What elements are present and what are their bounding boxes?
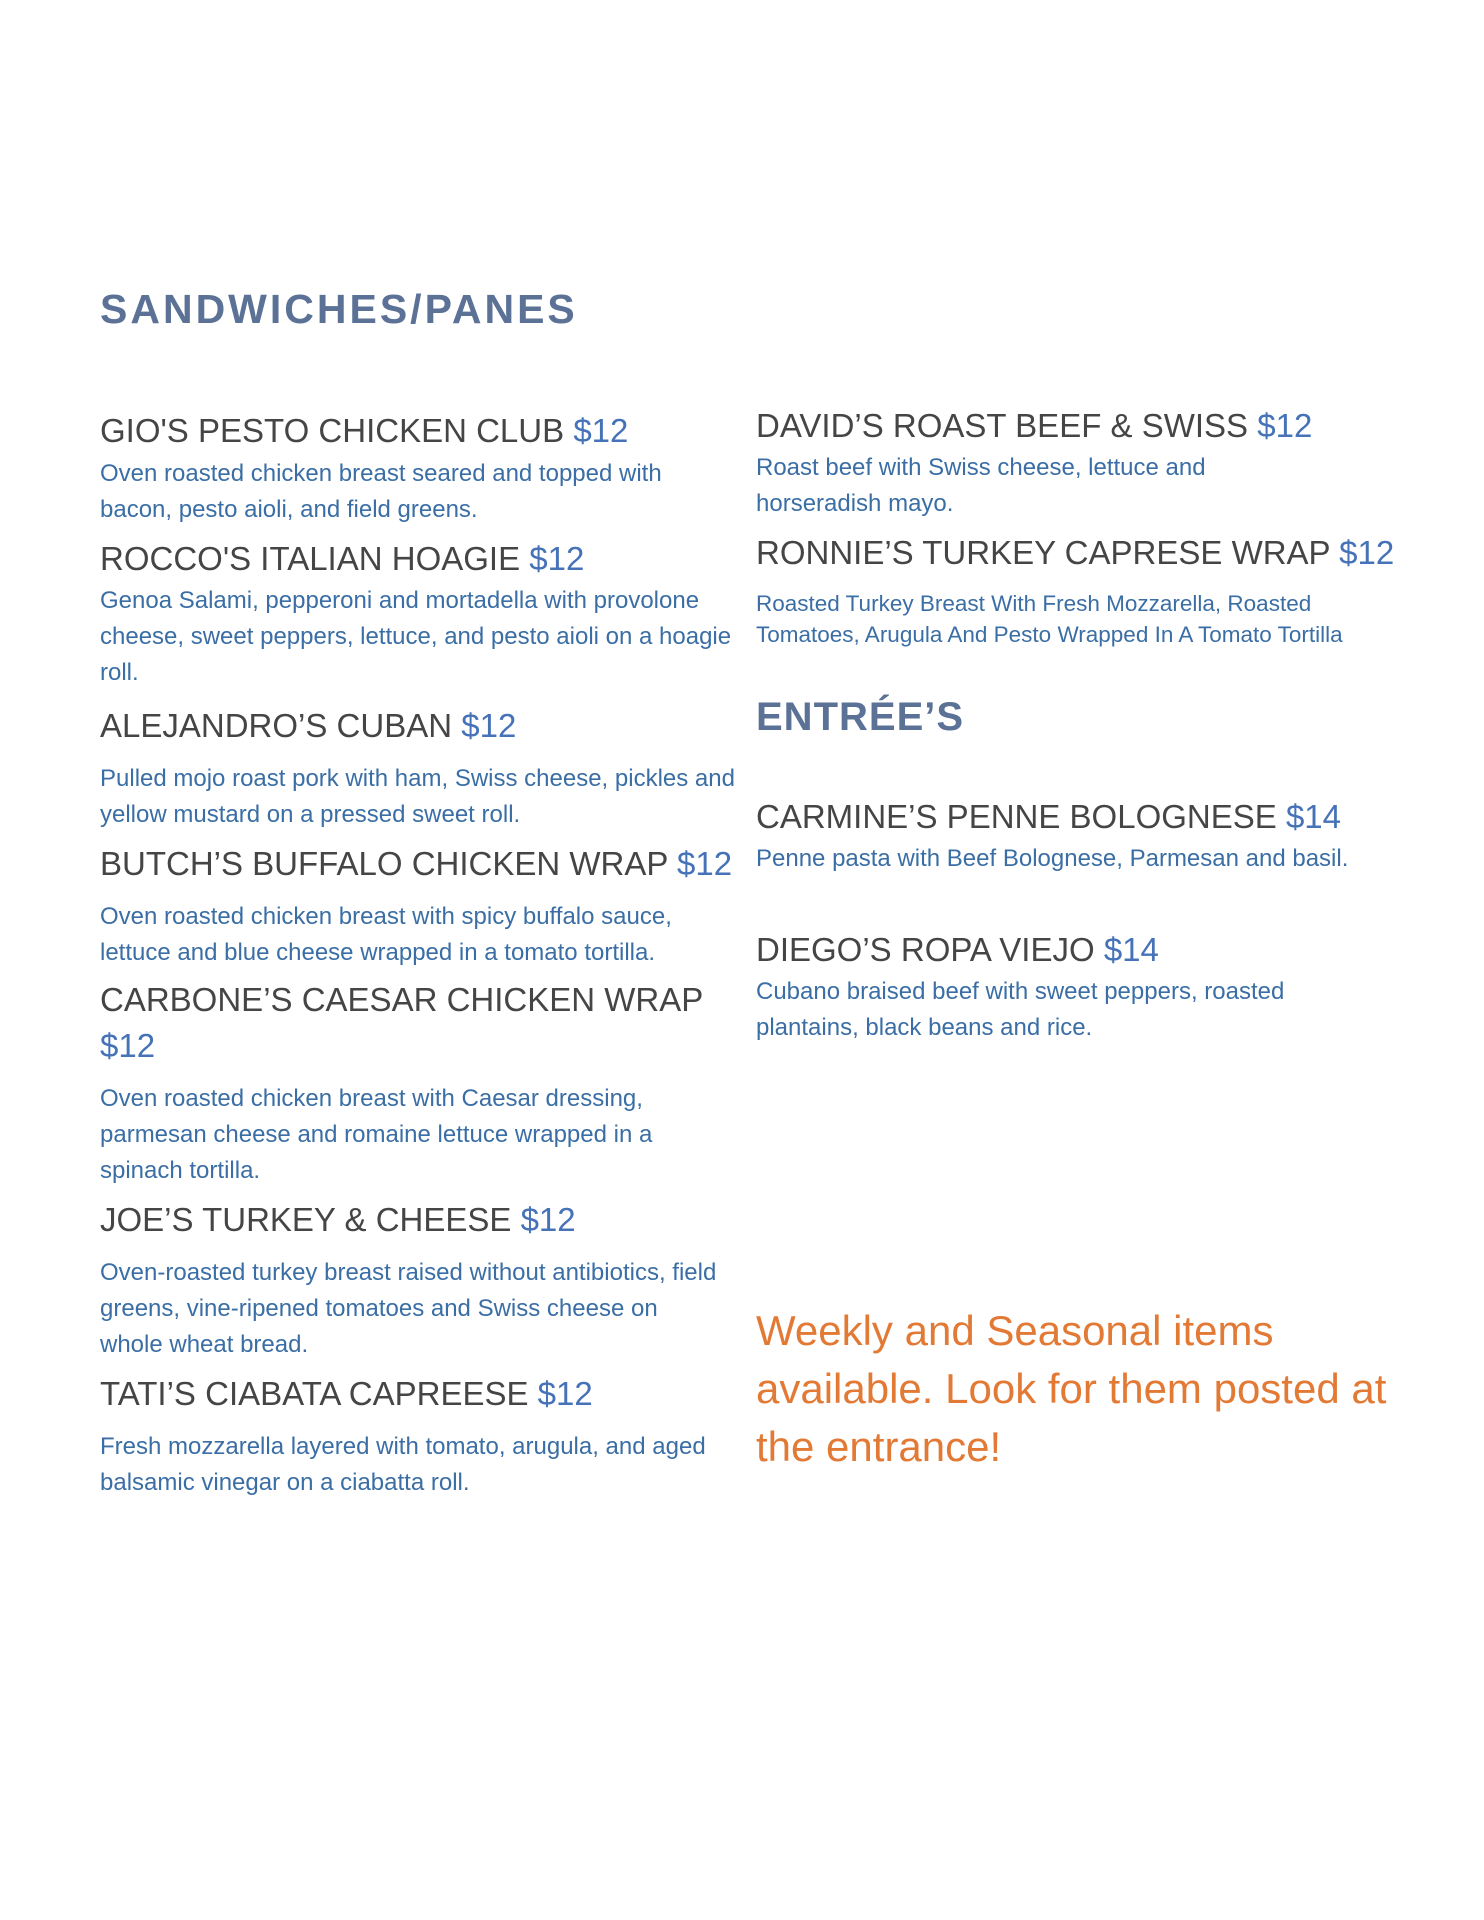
item-description: Oven roasted chicken breast with spicy buffalo sauce, lettuce and blue cheese wrapped in a tomato tortilla. bbox=[100, 903, 672, 966]
menu-item bbox=[100, 1197, 740, 1363]
item-description: Oven-roasted turkey breast raised without antibiotics, field greens, vine-ripened tomatoes and Swiss cheese on whole wheat bread. bbox=[100, 1259, 717, 1358]
menu-item bbox=[756, 530, 1416, 650]
item-price: $12 bbox=[573, 412, 629, 449]
item-name: CARBONE’S CAESAR CHICKEN WRAP bbox=[100, 981, 703, 1018]
item-price: $12 bbox=[520, 1201, 576, 1238]
item-name: CARMINE’S PENNE BOLOGNESE bbox=[756, 798, 1277, 835]
right-column bbox=[756, 403, 1416, 1046]
menu-item bbox=[756, 927, 1416, 1046]
item-price: $12 bbox=[676, 845, 733, 882]
item-title bbox=[100, 841, 740, 887]
seasonal-notice: Weekly and Seasonal items available. Look for them posted at the entrance! bbox=[756, 1307, 1387, 1470]
item-title bbox=[756, 794, 1416, 840]
sandwiches-heading: SANDWICHES/PANES bbox=[100, 286, 578, 332]
menu-item bbox=[100, 977, 740, 1189]
item-title bbox=[756, 403, 1416, 449]
item-name: TATI’S CIABATA CAPREESE bbox=[100, 1375, 529, 1412]
menu-item bbox=[100, 1371, 740, 1501]
item-title bbox=[756, 927, 1416, 973]
item-title bbox=[100, 536, 740, 582]
item-name: BUTCH’S BUFFALO CHICKEN WRAP bbox=[100, 845, 668, 882]
item-description: Roast beef with Swiss cheese, lettuce and horseradish mayo. bbox=[756, 454, 1206, 517]
item-description: Cubano braised beef with sweet peppers, roasted plantains, black beans and rice. bbox=[756, 978, 1285, 1041]
item-price: $12 bbox=[100, 1027, 156, 1064]
menu-item bbox=[100, 536, 740, 691]
item-name: JOE’S TURKEY & CHEESE bbox=[100, 1201, 512, 1238]
item-name: GIO'S PESTO CHICKEN CLUB bbox=[100, 412, 565, 449]
menu-item bbox=[756, 403, 1416, 522]
item-name: DIEGO’S ROPA VIEJO bbox=[756, 931, 1095, 968]
item-title bbox=[100, 703, 740, 749]
menu-item bbox=[100, 408, 740, 528]
item-price: $14 bbox=[1103, 931, 1159, 968]
item-name: RONNIE’S TURKEY CAPRESE WRAP bbox=[756, 534, 1330, 571]
item-name: DAVID’S ROAST BEEF & SWISS bbox=[756, 407, 1249, 444]
item-title bbox=[100, 1371, 740, 1417]
item-description: Fresh mozzarella layered with tomato, arugula, and aged balsamic vinegar on a ciabatta roll. bbox=[100, 1433, 706, 1496]
item-price: $12 bbox=[529, 540, 585, 577]
item-title bbox=[100, 1197, 740, 1243]
item-name: ROCCO'S ITALIAN HOAGIE bbox=[100, 540, 521, 577]
item-price: $12 bbox=[461, 707, 517, 744]
item-description: Oven roasted chicken breast with Caesar dressing, parmesan cheese and romaine lettuce wrapped in a spinach tortilla. bbox=[100, 1085, 653, 1184]
entrees-heading: ENTRÉE’S bbox=[756, 695, 965, 739]
item-price: $12 bbox=[1257, 407, 1313, 444]
menu-item bbox=[100, 841, 740, 971]
item-price: $12 bbox=[537, 1375, 593, 1412]
item-description: Pulled mojo roast pork with ham, Swiss cheese, pickles and yellow mustard on a pressed sweet roll. bbox=[100, 765, 735, 828]
item-description: Oven roasted chicken breast seared and topped with bacon, pesto aioli, and field greens. bbox=[100, 460, 662, 523]
item-name: ALEJANDRO’S CUBAN bbox=[100, 707, 453, 744]
menu-item bbox=[756, 794, 1416, 877]
item-title bbox=[100, 408, 740, 454]
item-description: Roasted Turkey Breast With Fresh Mozzarella, Roasted Tomatoes, Arugula And Pesto Wrapped In A Tomato Tortilla bbox=[756, 591, 1343, 647]
item-description: Genoa Salami, pepperoni and mortadella with provolone cheese, sweet peppers, lettuce, and pesto aioli on a hoagie roll. bbox=[100, 587, 732, 686]
item-price: $14 bbox=[1285, 798, 1342, 835]
menu-item bbox=[100, 703, 740, 833]
item-description: Penne pasta with Beef Bolognese, Parmesan and basil. bbox=[756, 845, 1349, 872]
item-title bbox=[756, 530, 1416, 576]
sandwiches-column bbox=[100, 408, 740, 1501]
item-title bbox=[100, 977, 720, 1069]
item-price: $12 bbox=[1339, 534, 1395, 571]
